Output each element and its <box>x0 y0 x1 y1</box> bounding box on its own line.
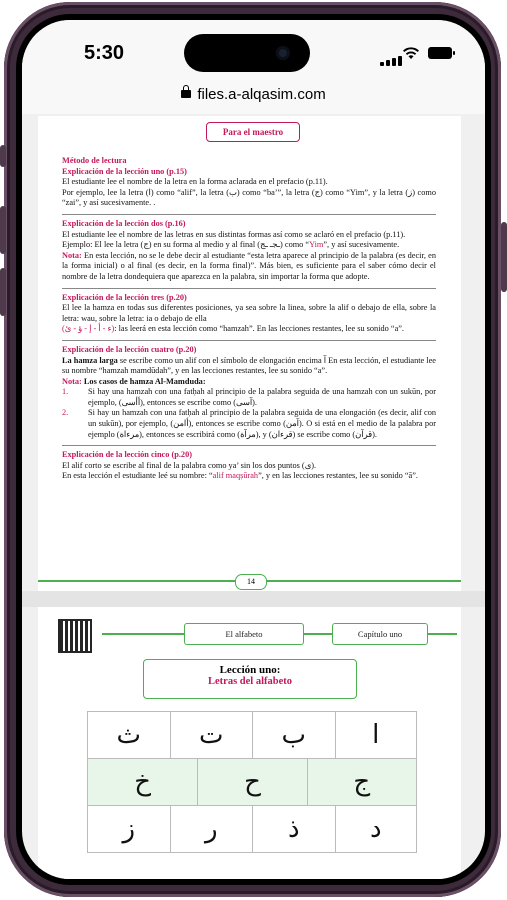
letter-cell: ر <box>171 806 254 853</box>
divider <box>62 340 436 341</box>
list-number: 1. <box>62 387 69 397</box>
alphabet-grid <box>87 711 417 853</box>
section-5-text-a: En esta lección el estudiante leé su nombre: “ <box>62 471 213 481</box>
letter-cell: ا <box>336 712 418 759</box>
section-2-text-c: ”, y así sucesivamente. <box>323 240 400 250</box>
list-item <box>62 408 436 440</box>
section-4-note <box>62 377 436 388</box>
battery-icon <box>428 47 452 59</box>
section-5-title: Explicación de la lección cinco (p.20) <box>62 450 192 460</box>
section-5-highlight: alif maqṣūrah <box>212 471 259 481</box>
letter-cell: ج <box>308 759 417 806</box>
letter-cell: ز <box>88 806 171 853</box>
volume-up-button[interactable] <box>0 206 6 254</box>
letter-cell: ذ <box>253 806 336 853</box>
section-5-paragraph-1: El alif corto se escribe al final de la palabra como ya’ sin los dos puntos (ى). <box>62 460 317 470</box>
table-row <box>87 806 417 853</box>
signal-icon <box>380 48 404 66</box>
status-bar <box>22 20 485 84</box>
list-item <box>62 387 436 408</box>
list-number: 2. <box>62 408 69 418</box>
list-text: Si hay una hamzah con una fatḥah al principio de la palabra seguida de una hamzah con un sukūn, por ejemplo, (أأسى), entonces se escribe como (آسى). <box>88 387 436 407</box>
alif-madda: آ <box>323 355 327 365</box>
pdf-page-15 <box>38 607 461 879</box>
hamza-larga-term: La hamza larga <box>62 355 118 365</box>
page-gap <box>22 591 485 607</box>
note-text: En esta lección, no se le debe decir al estudiante “esta letra aparece al principio de la palabra (es decir, en la forma inicial) o al final (es decir, en la forma final)”. Más bien, es suficiente para el saber cómo decir el nombre de la letra dondequiera que aparezca en la palabra, sin importar la forma que adopte. <box>62 250 436 281</box>
letter-cell: د <box>336 806 418 853</box>
chapter-band: Capítulo uno <box>332 623 428 645</box>
list-text: Si hay un hamzah con una fatḥah al principio de la palabra seguida de una elongación (es decir, alif con un sukūn), por ejemplo, (أامن), entonces se escribe como (آمن). O si está en el medio de la palabra por ejemplo (مرءاة), entonces se escribirá como (مرآة), y (قرءان) se escribe como (قرآن). <box>88 408 436 439</box>
section-5-text-c: ”, y en las lecciones restantes, lee su sonido “ā”. <box>258 471 418 481</box>
divider <box>62 288 436 289</box>
phone-screen <box>16 14 491 885</box>
table-row <box>87 759 417 806</box>
volume-down-button[interactable] <box>0 268 6 316</box>
pdf-page-14 <box>38 116 461 591</box>
front-camera-icon <box>276 46 290 60</box>
lesson-subtitle: Letras del alfabeto <box>208 676 292 687</box>
lesson-title-box <box>143 659 357 699</box>
section-2-highlight: Yim <box>309 240 324 250</box>
divider <box>62 214 436 215</box>
section-4-text-b: se escribe como un alif con el símbolo de elongación encima <box>117 355 324 365</box>
address-bar[interactable] <box>22 84 485 114</box>
url-text[interactable]: files.a-alqasim.com <box>197 86 326 103</box>
section-4-text-d: En esta lección, el estudiante lee su nombre “hamzah mamdūdah”, y en las lecciones restantes, lee su sonido “a”. <box>62 355 436 376</box>
note-label: Nota: <box>62 250 82 260</box>
power-button[interactable] <box>501 222 507 292</box>
dynamic-island <box>184 34 310 72</box>
lesson-title: Lección uno: <box>219 664 281 676</box>
letter-cell: ح <box>198 759 307 806</box>
section-2-paragraph-1: El estudiante lee el nombre de las letras en sus distintas formas así como se aclaró en el prefacio (p.11). <box>62 229 406 239</box>
table-row <box>87 711 417 759</box>
lock-icon <box>181 90 191 98</box>
method-title: Método de lectura <box>62 156 127 165</box>
page-number: 14 <box>235 574 267 590</box>
section-1-paragraph-1: El estudiante lee el nombre de la letra en la forma aclarada en el prefacio (p.11). <box>62 177 328 187</box>
divider <box>62 445 436 446</box>
section-2-paragraph-2 <box>62 240 436 251</box>
section-5-paragraph-2 <box>62 471 436 482</box>
section-3-paragraph-2 <box>62 324 436 335</box>
wifi-icon <box>402 46 420 60</box>
qr-code[interactable] <box>58 619 92 653</box>
letter-cell: خ <box>88 759 198 806</box>
note-heading: Los casos de hamza Al-Mamduda: <box>81 376 206 386</box>
section-4-title: Explicación de la lección cuatro (p.20) <box>62 344 197 354</box>
section-2-title: Explicación de la lección dos (p.16) <box>62 218 186 228</box>
page-text <box>62 156 436 482</box>
section-3-title: Explicación de la lección tres (p.20) <box>62 292 187 302</box>
note-label: Nota: <box>62 376 82 386</box>
letter-cell: ت <box>171 712 254 759</box>
section-3-text: : las leerá en esta lección como “hamzah”. En las lecciones restantes, lee su sonido “a”. <box>114 324 405 334</box>
section-1-paragraph-2: Por ejemplo, lee la letra (ا) como “alif”, la letra (ب) como “ba’”, la letra (ج) como “Yim”, y la letra (ز) como “zai”, y así sucesivamente. . <box>62 187 436 208</box>
section-2-text-a: Ejemplo: El lee la letra (ج) en su forma al medio y al final (ـجـ ـج) como “ <box>62 240 310 250</box>
section-4-paragraph-1 <box>62 356 436 377</box>
chapter-topic-band: El alfabeto <box>184 623 304 645</box>
section-2-note <box>62 251 436 283</box>
section-1-title: Explicación de la lección uno (p.15) <box>62 166 187 176</box>
status-time: 5:30 <box>84 42 125 64</box>
hamza-forms: (ء - أ - إ - ؤ - ئ) <box>62 324 115 334</box>
letter-cell: ب <box>253 712 336 759</box>
section-3-paragraph-1: El lee la hamza en todas sus diferentes posiciones, ya sea sobre la linea, sobre la alif o debajo de ella, sobre la letra: wau, sobre la letra: ia o debajo de ella <box>62 303 436 323</box>
teacher-tag: Para el maestro <box>206 122 300 142</box>
action-button[interactable] <box>0 145 6 167</box>
letter-cell: ث <box>88 712 171 759</box>
screen-content <box>22 20 485 879</box>
hamza-cases-list <box>62 387 436 440</box>
